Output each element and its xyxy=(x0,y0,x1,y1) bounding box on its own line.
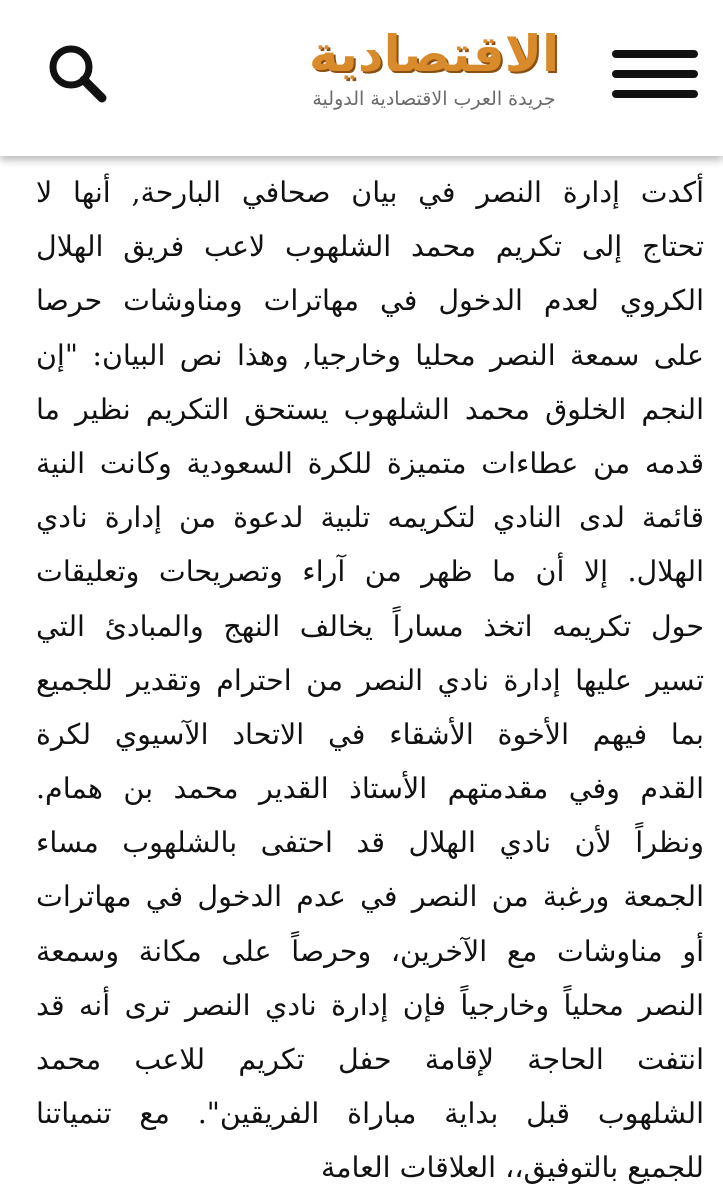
search-icon xyxy=(44,40,110,106)
article-line: للجميع بالتوفيق،، العلاقات العامة xyxy=(320,1151,704,1185)
article-line: بما فيهم الأخوة الأشقاء في الاتحاد الآسيوي لكرة xyxy=(36,717,704,751)
article-line: الهلال. إلا أن ما ظهر من آراء وتصريحات وتعليقات xyxy=(36,555,704,589)
article-line: تسير عليها إدارة نادي النصر من احترام وتقدير للجميع xyxy=(36,663,704,697)
article-line: أو مناوشات مع الآخرين، وحرصاً على مكانة وسمعة xyxy=(36,934,704,968)
article-line: الشلهوب قبل بداية مباراة الفريقين". مع تنمياتنا xyxy=(36,1097,704,1131)
search-button[interactable] xyxy=(44,40,110,106)
article-line: قائمة لدى النادي لتكريمه تلبية لدعوة من إدارة نادي xyxy=(36,501,704,535)
logo-title: الاقتصادية xyxy=(308,25,560,83)
article-line: أكدت إدارة النصر في بيان صحافي البارحة, أنها لا xyxy=(36,176,704,209)
article-line: القدم وفي مقدمتهم الأستاذ القدير محمد بن همام. xyxy=(36,772,704,806)
article-line: الجمعة ورغبة من النصر في عدم الدخول في مهاترات xyxy=(36,880,704,914)
article-line: ونظراً لأن نادي الهلال قد احتفى بالشلهوب مساء xyxy=(36,826,704,860)
article-line: انتفت الحاجة لإقامة حفل تكريم للاعب محمد xyxy=(36,1043,704,1076)
article-line: الكروي لعدم الدخول في مهاترات ومناوشات حرصا xyxy=(36,284,704,318)
logo-subtitle: جريدة العرب الاقتصادية الدولية xyxy=(312,88,556,110)
menu-button[interactable] xyxy=(612,44,698,104)
article-line: النجم الخلوق محمد الشلهوب يستحق التكريم نظير ما xyxy=(36,392,704,426)
article-line: على سمعة النصر محليا وخارجيا, وهذا نص البيان: "إن xyxy=(36,338,704,372)
article-line: تحتاج إلى تكريم محمد الشلهوب لاعب فريق الهلال xyxy=(36,230,704,264)
article-body xyxy=(36,166,704,1196)
site-header xyxy=(0,0,723,156)
article-line: النصر محلياً وخارجياً فإن إدارة نادي النصر ترى أنه قد xyxy=(36,988,704,1022)
article-line: قدمه من عطاءات متميزة للكرة السعودية وكانت النية xyxy=(36,446,704,480)
site-logo[interactable] xyxy=(296,24,572,124)
article-line: حول تكريمه اتخذ مساراً يخالف النهج والمبادئ التي xyxy=(36,609,704,643)
